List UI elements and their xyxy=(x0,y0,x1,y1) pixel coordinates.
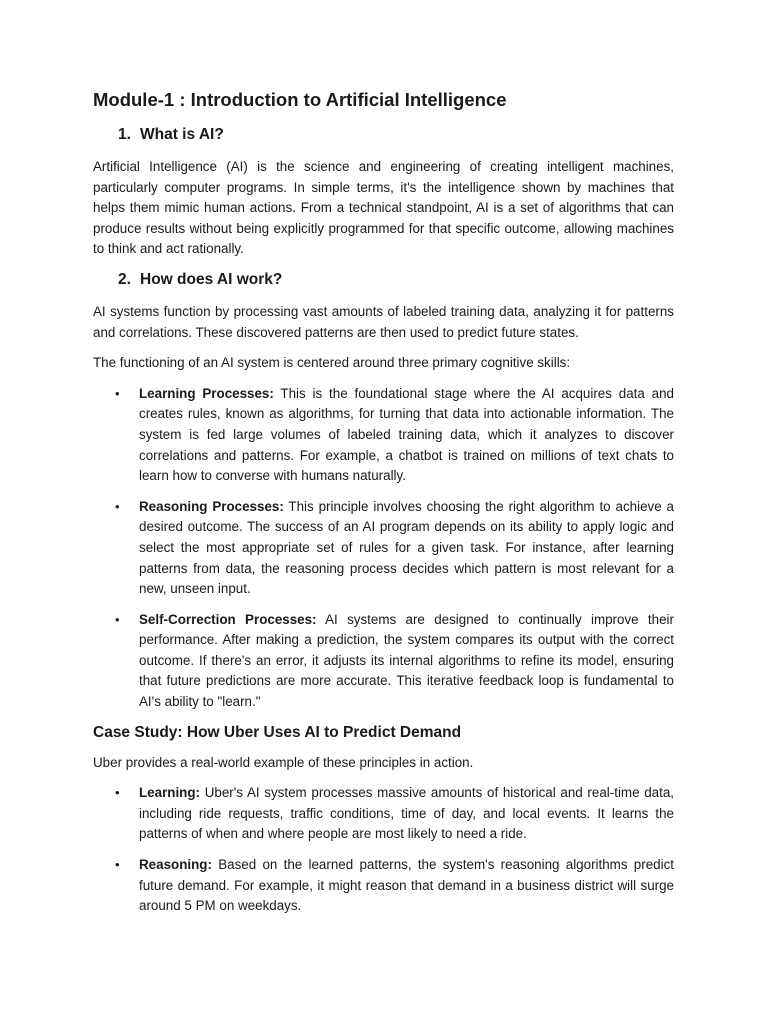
section-number: 1. xyxy=(118,126,131,143)
paragraph: Artificial Intelligence (AI) is the science and engineering of creating intelligent machines, particularly computer programs. In simple terms, it's the intelligence shown by machines that helps them mimic human actions. From a technical standpoint, AI is a set of algorithms that can produce results without being explicitly programmed for that specific outcome, allowing machines to think and act rationally. xyxy=(93,159,674,257)
case-study-intro: Uber provides a real-world example of these principles in action. xyxy=(93,754,474,770)
section-title: How does AI work? xyxy=(140,270,283,288)
bullet-icon: • xyxy=(115,611,120,627)
bullet-text: Based on the learned patterns, the system's reasoning algorithms predict future demand. For example, it might reason that demand in a business district will surge around 5 PM on weekdays. xyxy=(139,857,674,914)
list-item xyxy=(93,610,674,713)
list-item xyxy=(93,384,674,487)
list-item xyxy=(93,497,674,600)
section-heading-how-ai-works xyxy=(93,270,674,290)
paragraph: The functioning of an AI system is centered around three primary cognitive skills: xyxy=(93,355,571,371)
bullet-icon: • xyxy=(115,857,120,873)
bullet-term: Reasoning: xyxy=(139,857,212,873)
bullet-term: Self-Correction Processes: xyxy=(139,611,317,627)
bullet-icon: • xyxy=(115,385,120,401)
list-item xyxy=(93,855,674,917)
bullet-text: This principle involves choosing the right algorithm to achieve a desired outcome. The success of an AI program depends on its ability to apply logic and select the most appropriate set of rules for a given task. For instance, after learning patterns from data, the reasoning process decides which pattern is most relevant for a new, unseen input. xyxy=(139,498,674,597)
bullet-icon: • xyxy=(115,785,120,801)
case-study-heading: Case Study: How Uber Uses AI to Predict Demand xyxy=(93,723,462,741)
section-title: What is AI? xyxy=(140,126,224,143)
bullet-term: Reasoning Processes: xyxy=(139,498,284,514)
list-item xyxy=(93,783,674,845)
section-number: 2. xyxy=(118,270,131,288)
bullet-term: Learning Processes: xyxy=(139,385,274,401)
case-study-list xyxy=(93,783,674,917)
section-heading-what-is-ai xyxy=(93,125,674,145)
paragraph: AI systems function by processing vast amounts of labeled training data, analyzing it for patterns and correlations. These discovered patterns are then used to predict future states. xyxy=(93,303,674,340)
bullet-term: Learning: xyxy=(139,785,201,801)
bullet-icon: • xyxy=(115,498,120,514)
bullet-text: Uber's AI system processes massive amounts of historical and real-time data, including ride requests, traffic conditions, time of day, and local events. It learns the patterns of when and where people are most likely to need a ride. xyxy=(139,785,674,842)
bullet-text: AI systems are designed to continually improve their performance. After making a prediction, the system compares its output with the correct outcome. If there's an error, it adjusts its internal algorithms to refine its model, ensuring that future predictions are more accurate. This iterative feedback loop is fundamental to AI's ability to "learn." xyxy=(139,611,674,710)
cognitive-skills-list xyxy=(93,384,674,713)
document-title: Module-1 : Introduction to Artificial Intelligence xyxy=(93,89,507,110)
bullet-text: This is the foundational stage where the AI acquires data and creates rules, known as algorithms, for turning that data into actionable information. The system is fed large volumes of labeled training data, which it analyzes to discover correlations and patterns. For example, a chatbot is trained on millions of text chats to learn how to converse with humans naturally. xyxy=(139,385,674,484)
